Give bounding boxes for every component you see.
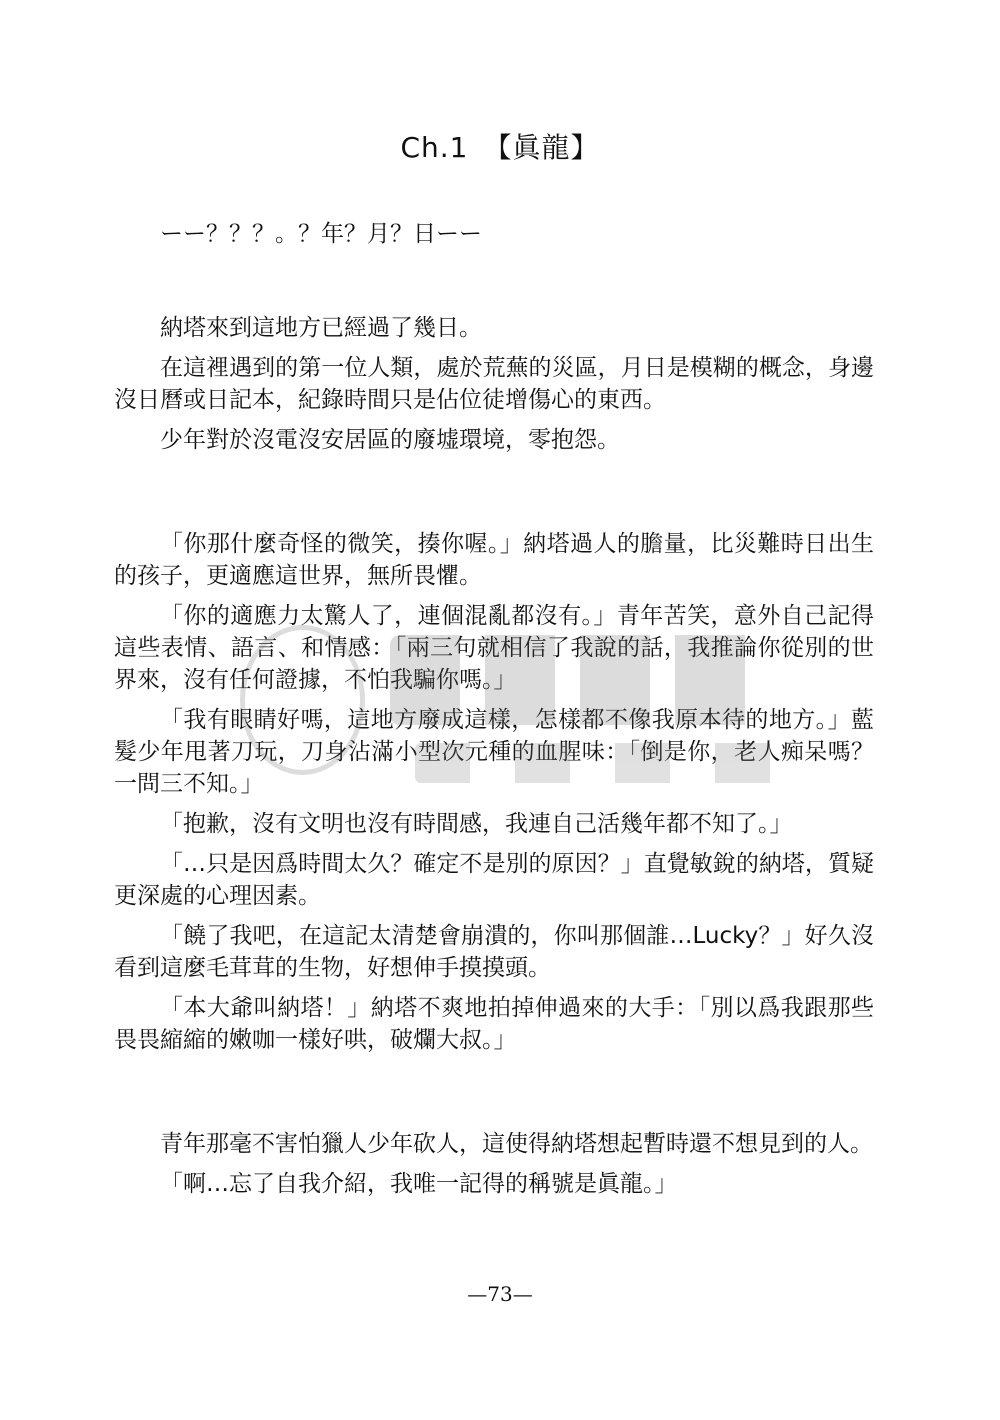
- paragraph: 「我有眼睛好嗎，這地方廢成這樣，怎樣都不像我原本待的地方。」藍髮少年甩著刀玩，刀身沾滿小型次元種的血腥味：「倒是你，老人痴呆嗎？一問三不知。」: [114, 707, 874, 797]
- paragraph: 「抱歉，沒有文明也沒有時間感，我連自己活幾年都不知了。」: [160, 811, 793, 837]
- paragraph: 「你那什麼奇怪的微笑，揍你喔。」納塔過人的膽量，比災難時日出生的孩子，更適應這世界，無所畏懼。: [114, 531, 874, 589]
- paragraph: 「啊…忘了自我介紹，我唯一記得的稱號是眞龍。」: [160, 1171, 678, 1197]
- body-text: [114, 218, 874, 1208]
- paragraph: 在這裡遇到的第一位人類，處於荒蕪的災區，月日是模糊的概念，身邊沒日曆或日記本，紀錄時間只是佔位徒增傷心的東西。: [114, 355, 874, 413]
- paragraph: 「本大爺叫納塔！」納塔不爽地拍掉伸過來的大手：「別以爲我跟那些畏畏縮縮的嫩咖一樣好哄，破爛大叔。」: [114, 995, 874, 1053]
- paragraph: 「饒了我吧，在這記太清楚會崩潰的，你叫那個誰…Lucky？」好久沒看到這麼毛茸茸的生物，好想伸手摸摸頭。: [114, 923, 874, 981]
- paragraph: 青年那毫不害怕獵人少年砍人，這使得納塔想起暫時還不想見到的人。: [160, 1131, 873, 1157]
- chapter-title: Ch.1 【眞龍】: [400, 131, 600, 164]
- date-heading: ーー？？？。？年？月？日ーー: [160, 221, 482, 247]
- paragraph: 少年對於沒電沒安居區的廢墟環境，零抱怨。: [160, 427, 620, 453]
- paragraph: 「…只是因爲時間太久？確定不是別的原因？」直覺敏銳的納塔，質疑更深處的心理因素。: [114, 851, 874, 909]
- paragraph: 納塔來到這地方已經過了幾日。: [160, 315, 482, 341]
- page-number: —73—: [467, 1282, 533, 1306]
- paragraph: 「你的適應力太驚人了，連個混亂都沒有。」青年苦笑，意外自己記得這些表情、語言、和情感：「兩三句就相信了我說的話，我推論你從別的世界來，沒有任何證據，不怕我騙你嗎。」: [114, 603, 874, 693]
